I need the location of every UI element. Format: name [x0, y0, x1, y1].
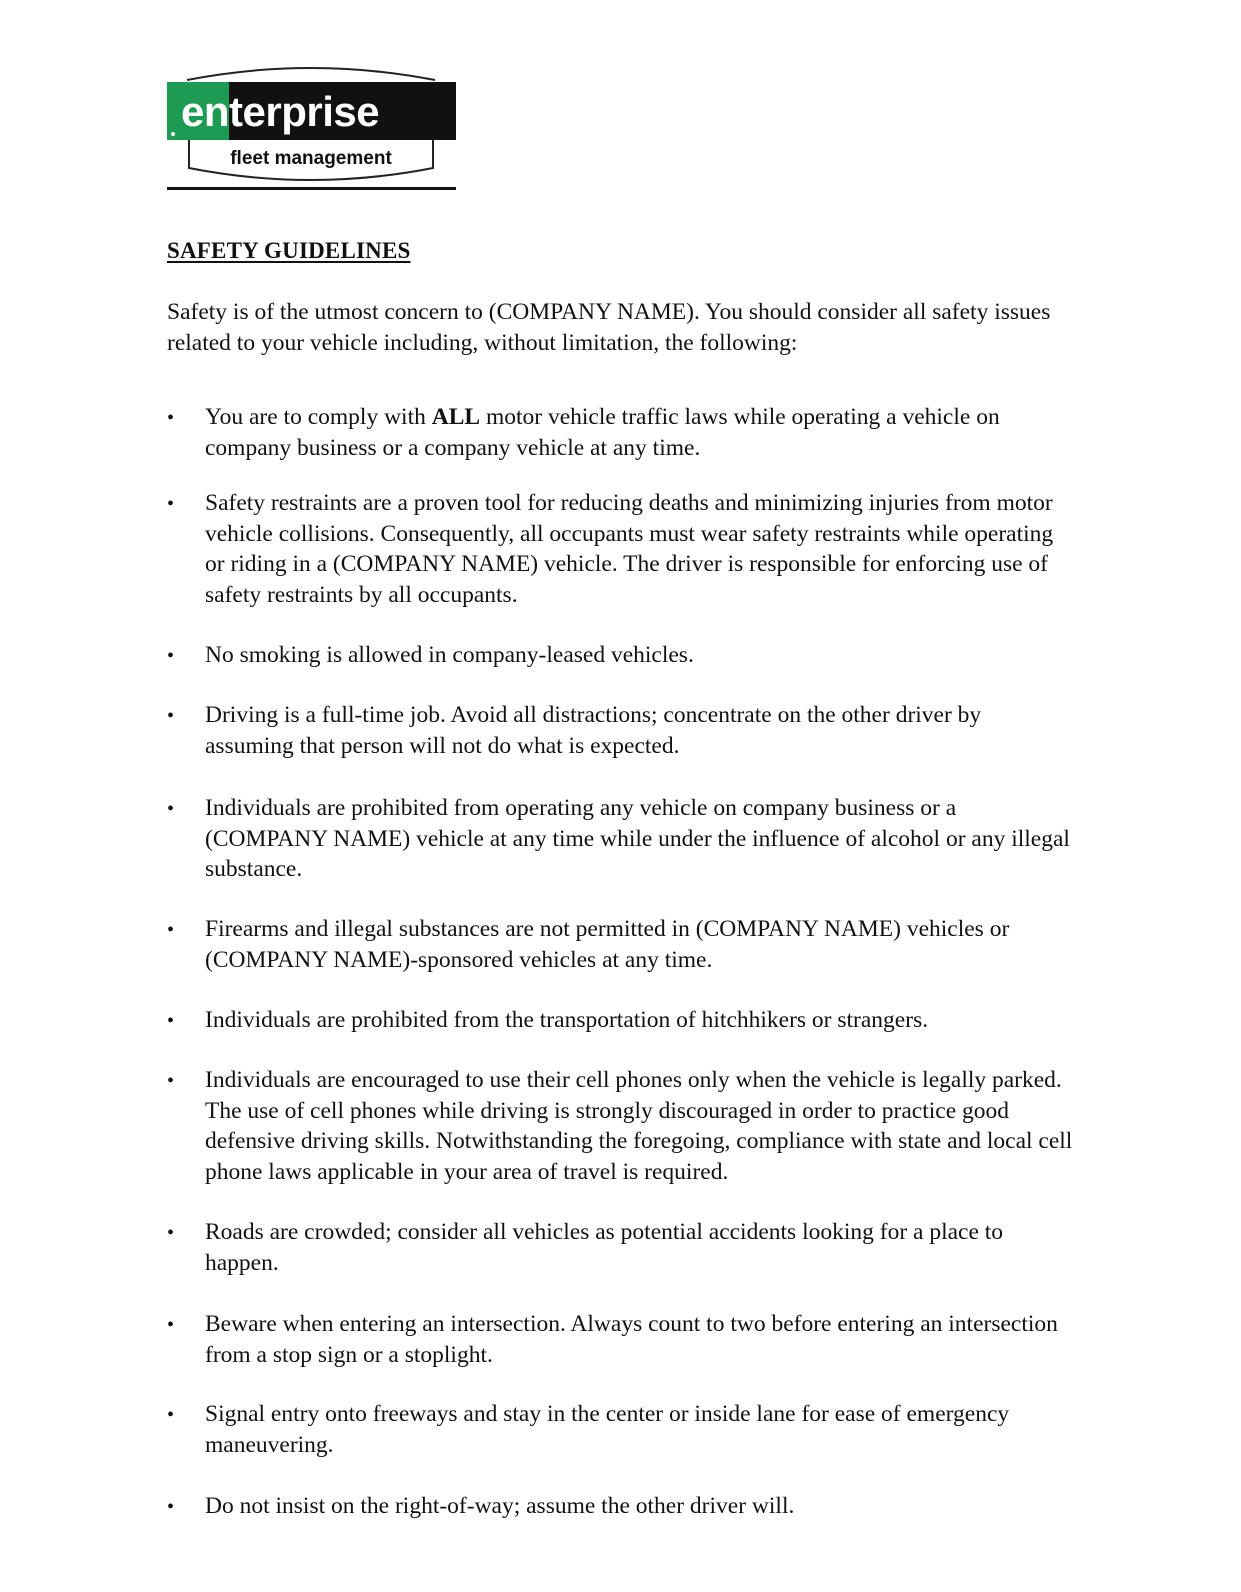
bullet-icon: •	[167, 1404, 175, 1426]
bullet-icon: •	[167, 1314, 175, 1336]
list-item-text: Individuals are prohibited from the transportation of hitchhikers or strangers.	[205, 1007, 929, 1033]
list-item-text: Signal entry onto freeways and stay in the center or inside lane for ease of emergency maneuvering.	[205, 1401, 1010, 1458]
enterprise-fleet-management-logo	[167, 60, 456, 193]
list-item-text: You are to comply with ALL motor vehicle traffic laws while operating a vehicle on company business or a company vehicle at any time.	[205, 404, 1000, 461]
list-item-text: No smoking is allowed in company-leased vehicles.	[205, 642, 694, 668]
page-title: SAFETY GUIDELINES	[167, 238, 411, 263]
bullet-icon: •	[167, 1070, 175, 1092]
logo-underline	[167, 187, 456, 190]
bullet-icon: •	[167, 705, 175, 727]
bullet-icon: •	[167, 1222, 175, 1244]
list-item-text: Beware when entering an intersection. Always count to two before entering an intersection from a stop sign or a stoplight.	[205, 1311, 1058, 1368]
bullet-icon: •	[167, 645, 175, 667]
logo-tagline-text: fleet management	[230, 148, 392, 169]
logo-graphic	[167, 60, 456, 193]
list-item-text: Driving is a full-time job. Avoid all distractions; concentrate on the other driver by assuming that person will not do what is expected.	[205, 702, 982, 759]
bullet-icon: •	[167, 493, 175, 515]
list-item-text: Individuals are encouraged to use their cell phones only when the vehicle is legally parked. The use of cell phones while driving is strongly discouraged in order to practice good defensive driving skills. Notwithstanding the foregoing, compliance with state and local cell phone laws applicable in your area of travel is required.	[205, 1067, 1073, 1185]
bullet-icon: •	[167, 407, 175, 429]
list-item-text: Individuals are prohibited from operating any vehicle on company business or a (COMPANY NAME) vehicle at any time while under the influence of alcohol or any illegal substance.	[205, 795, 1070, 882]
intro-paragraph: Safety is of the utmost concern to (COMPANY NAME). You should consider all safety issues related to your vehicle including, without limitation, the following:	[167, 299, 1051, 356]
list-item-text: Firearms and illegal substances are not permitted in (COMPANY NAME) vehicles or (COMPANY NAME)-sponsored vehicles at any time.	[205, 916, 1010, 973]
list-item-text: Safety restraints are a proven tool for reducing deaths and minimizing injuries from motor vehicle collisions. Consequently, all occupants must wear safety restraints while operating or riding in a (COMPANY NAME) vehicle. The driver is responsible for enforcing use of safety restraints by all occupants.	[205, 490, 1054, 608]
bullet-icon: •	[167, 1496, 175, 1518]
bullet-icon: •	[167, 919, 175, 941]
bullet-icon: •	[167, 1010, 175, 1032]
list-item-text: Do not insist on the right-of-way; assume the other driver will.	[205, 1493, 795, 1519]
list-item-text: Roads are crowded; consider all vehicles as potential accidents looking for a place to happen.	[205, 1219, 1004, 1276]
logo-brand-text: enterprise	[181, 88, 380, 135]
bullet-icon: •	[167, 798, 175, 820]
